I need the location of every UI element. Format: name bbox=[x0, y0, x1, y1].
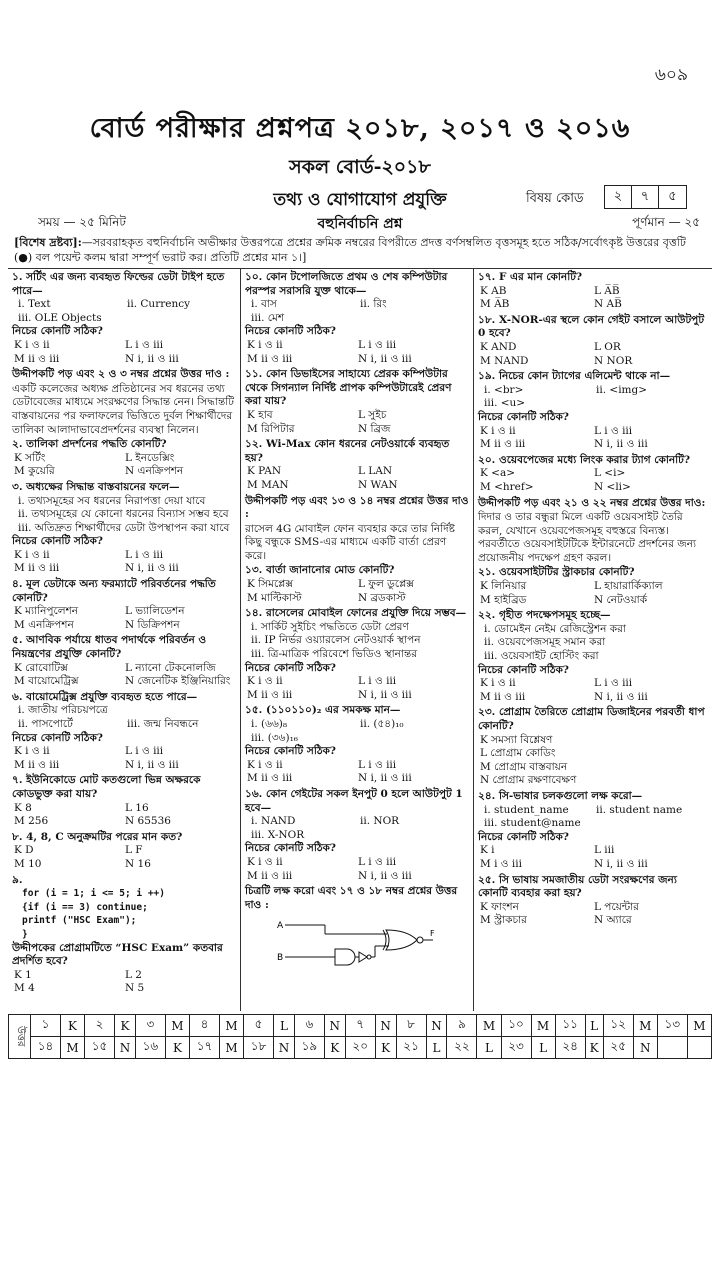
question-text: ৬. বায়োমেট্রিক্স প্রযুক্তি ব্যবহৃত হতে পারে— bbox=[12, 690, 198, 703]
stem-text: একটি কলেজের অধ্যক্ষ প্রতিষ্ঠানের সব ধরনের তথ্য ডেটাবেজের মাধ্যমে সংরক্ষণের সিদ্ধান্ত নেন। সিদ্ধান্তটি বাস্তবায়নের পর ফলাফলের ভিত্তিতে দুর্বল শিক্ষার্থীদের তালিকা আলাদাভাবেপ্রদর্শনের ব্যবস্থা নিলেন। bbox=[12, 382, 234, 436]
answer-number: ১৪ bbox=[31, 1037, 61, 1059]
answer-option: L ভ্যালিডেশন bbox=[125, 605, 185, 618]
answer-letter: N bbox=[375, 1015, 396, 1037]
answer-option: L LAN bbox=[358, 465, 393, 478]
option: i. Text bbox=[18, 298, 51, 311]
question-text: ২১. ওয়েবসাইটটির স্ট্রাকচার কোনটি? bbox=[478, 566, 635, 579]
answer-option: M NAND bbox=[480, 354, 529, 367]
answer-option: N অ্যারে bbox=[594, 914, 632, 927]
answer-option: M ii ও iii bbox=[480, 438, 526, 451]
answer-letter: N bbox=[633, 1037, 657, 1059]
option: iii. <u> bbox=[484, 397, 526, 410]
answer-number: ৮ bbox=[396, 1015, 426, 1037]
answer-number: ২৪ bbox=[555, 1037, 585, 1059]
answer-option: K লিনিয়ার bbox=[480, 580, 527, 593]
option: iii. student@name bbox=[484, 817, 581, 830]
question-14 bbox=[245, 607, 469, 702]
answer-option: N <li> bbox=[594, 480, 631, 493]
logic-circuit-diagram bbox=[275, 914, 445, 970]
question-text: ১৪. রাসেলের মোবাইল ফোনের প্রযুক্তি দিয়ে সম্ভব— bbox=[245, 607, 467, 620]
question-11 bbox=[245, 368, 469, 436]
question-17 bbox=[478, 271, 708, 312]
question-text: ১১. কোন ডিভাইসের সাহায্যে প্রেরক কম্পিউটার থেকে সিগন্যাল নির্দিষ্ট প্রাপক কম্পিউটারেই প্রেরণ করা যায়? bbox=[245, 368, 452, 408]
code-digit: ২ bbox=[605, 186, 632, 208]
answer-option: K i ও ii bbox=[247, 675, 283, 688]
question-4 bbox=[12, 578, 236, 632]
answer-number: ১৭ bbox=[189, 1037, 219, 1059]
question-text: ২৫. সি ভাষায় সমজাতীয় ডেটা সংরক্ষণের জন্য কোনটি ব্যবহার করা হয়? bbox=[478, 873, 677, 900]
answer-option: M কুয়েরি bbox=[14, 465, 55, 478]
answer-number: ৭ bbox=[345, 1015, 375, 1037]
subject-row bbox=[0, 183, 720, 213]
column-3 bbox=[474, 269, 712, 1011]
answer-option: L হায়ারার্কিক্যাল bbox=[594, 580, 663, 593]
answer-letter bbox=[687, 1037, 711, 1059]
question-8 bbox=[12, 831, 236, 872]
answer-number: ২০ bbox=[345, 1037, 375, 1059]
answer-number: ২২ bbox=[447, 1037, 477, 1059]
answer-option: M ii ও iii bbox=[14, 352, 60, 365]
answer-key-table bbox=[8, 1014, 712, 1059]
answer-option: N প্রোগ্রাম রক্ষণাবেক্ষণ bbox=[480, 774, 577, 787]
stem-heading: উদ্দীপকটি পড় এবং ২১ ও ২২ নম্বর প্রশ্নের উত্তর দাও: bbox=[478, 496, 706, 509]
answer-option: M প্রোগ্রাম বাস্তবায়ন bbox=[480, 760, 568, 773]
answer-option: N i, ii ও iii bbox=[358, 352, 412, 365]
answer-number: ৪ bbox=[189, 1015, 219, 1037]
answer-option: L i ও iii bbox=[125, 338, 164, 351]
xnor-gate bbox=[386, 930, 417, 950]
option: iii. X-NOR bbox=[251, 828, 305, 841]
question-text: ১৯. নিচের কোন ট্যাগের এলিমেন্ট থাকে না— bbox=[478, 370, 671, 383]
answer-letter: L bbox=[477, 1037, 501, 1059]
answer-option: L A̅B̅ bbox=[594, 284, 620, 297]
option: i. জাতীয় পরিচয়পত্রে bbox=[18, 704, 108, 717]
option: ii. NOR bbox=[360, 815, 400, 828]
circuit-label-f: F bbox=[430, 929, 435, 939]
answer-option: N এনক্রিপশন bbox=[125, 465, 184, 478]
answer-option: L i ও iii bbox=[594, 424, 633, 437]
question-10 bbox=[245, 271, 469, 366]
answer-letter: K bbox=[115, 1015, 136, 1037]
question-text: ১২. Wi-Max কোন ধরনের নেটওয়ার্কে ব্যবহৃত হয়? bbox=[245, 438, 450, 464]
xnor-bubble bbox=[417, 937, 423, 943]
page-number: ৬০৯ bbox=[654, 65, 688, 85]
answer-option: M A̅B bbox=[480, 298, 510, 311]
option: i. ডোমেইন নেইম রেজিস্ট্রেশন করা bbox=[484, 622, 626, 635]
answer-letter: N bbox=[324, 1015, 345, 1037]
question-text: ২৪. সি-ভাষার চলকগুলো লক্ষ করো— bbox=[478, 789, 643, 802]
option: ii. Currency bbox=[127, 298, 191, 311]
answer-option: L 2 bbox=[125, 968, 142, 981]
xnor-back-arc bbox=[383, 930, 386, 950]
answer-number: ১১ bbox=[555, 1015, 585, 1037]
answer-option: M রিপিটার bbox=[247, 422, 295, 435]
option: iii. OLE Objects bbox=[18, 311, 102, 324]
answer-option: L i ও iii bbox=[358, 675, 397, 688]
instruction bbox=[14, 235, 706, 265]
answer-letter: L bbox=[531, 1037, 555, 1059]
answer-option: N নেটওয়ার্ক bbox=[594, 593, 648, 606]
answer-number: ২৩ bbox=[501, 1037, 531, 1059]
answer-option: M হাইব্রিড bbox=[480, 593, 527, 606]
answer-option: K i ও ii bbox=[247, 855, 283, 868]
answer-option: K AND bbox=[480, 340, 517, 353]
answer-letter: N bbox=[426, 1015, 447, 1037]
answer-number: ৬ bbox=[294, 1015, 324, 1037]
option: ii. <img> bbox=[596, 383, 648, 396]
answer-option: M স্ট্রাকচার bbox=[480, 914, 527, 927]
answer-option: N NOR bbox=[594, 354, 633, 367]
page-title: বোর্ড পরীক্ষার প্রশ্নপত্র ২০১৮, ২০১৭ ও ২০১৬ bbox=[89, 113, 631, 144]
lead-question: উদ্দীপকের প্রোগ্রামটিতে “HSC Exam” কতবার প্রদর্শিত হবে? bbox=[12, 941, 223, 968]
lead-question: নিচের কোনটি সঠিক? bbox=[245, 842, 336, 855]
question-text: ১৫. (১১০১১০)₂ এর সমকক্ষ মান— bbox=[245, 704, 401, 717]
answer-letter: K bbox=[61, 1015, 85, 1037]
option: i. (৬৬)₈ bbox=[251, 718, 288, 730]
question-21 bbox=[478, 566, 708, 607]
question-20 bbox=[478, 454, 708, 495]
answer-letter: L bbox=[274, 1015, 295, 1037]
answer-option: M মাল্টিকাস্ট bbox=[247, 591, 302, 604]
option: ii. তথ্যসমূহের যে কোনো ধরনের বিন্যাস সম্ভব হবে bbox=[18, 508, 229, 521]
question-text: ১৭. F এর মান কোনটি? bbox=[478, 271, 583, 283]
answer-option: L সুইচ bbox=[358, 408, 387, 421]
lead-question: নিচের কোনটি সঠিক? bbox=[245, 325, 336, 338]
answer-option: N i, ii ও iii bbox=[594, 857, 648, 870]
answer-number: ২৫ bbox=[603, 1037, 633, 1059]
instruction-text: —সরবরাহকৃত বহুনির্বাচনি অভীক্ষার উত্তরপত্রে প্রশ্নের ক্রমিক নম্বরের বিপরীতে প্রদত্ত বর্ণসম্বলিত বৃত্তসমূহ হতে সঠিক/সর্বোৎকৃষ্ট উত্তরের বৃত্তটি (●) বল পয়েন্ট কলম দ্বারা সম্পূর্ণ ভরাট কর। প্রতিটি প্রশ্নের মান ১।] bbox=[14, 236, 686, 264]
option: iii. ওয়েবসাইট হোস্টিং করা bbox=[484, 650, 599, 663]
question-7 bbox=[12, 774, 236, 828]
question-2 bbox=[12, 438, 236, 479]
lead-question: নিচের কোনটি সঠিক? bbox=[12, 731, 103, 744]
option: iii. (৩৬)₁₆ bbox=[251, 731, 299, 744]
question-text: ৪. মূল ডেটাকে অন্য ফরম্যাটে পরিবর্তনের পদ্ধতি কোনটি? bbox=[12, 578, 216, 604]
lead-question: নিচের কোনটি সঠিক? bbox=[478, 830, 569, 843]
answer-letter: L bbox=[585, 1015, 603, 1037]
question-text: ১৩. বার্তা জানানোর মোড কোনটি? bbox=[245, 564, 395, 577]
answer-option: K i bbox=[480, 844, 495, 857]
answer-option: L <i> bbox=[594, 467, 626, 480]
answer-option: L F bbox=[125, 844, 143, 857]
answer-option: N 65536 bbox=[125, 815, 171, 828]
option: ii. রিং bbox=[360, 298, 387, 311]
answer-option: K সিমপ্লেক্স bbox=[247, 578, 294, 591]
answer-option: K 8 bbox=[14, 801, 32, 814]
answer-letter: M bbox=[687, 1015, 711, 1037]
question-text: ২২. গৃহীত পদক্ষেপসমূহ হচ্ছে— bbox=[478, 609, 611, 622]
answer-option: N 5 bbox=[125, 982, 145, 995]
option: iii. জন্ম নিবন্ধনে bbox=[127, 718, 199, 730]
answer-letter: M bbox=[531, 1015, 555, 1037]
question-3 bbox=[12, 481, 236, 576]
answer-option: M ii ও iii bbox=[14, 562, 60, 575]
answer-option: K ম্যানিপুলেশন bbox=[14, 605, 79, 618]
answer-option: M ii ও iii bbox=[247, 869, 293, 882]
answer-option: N ব্রডকাস্ট bbox=[358, 591, 406, 604]
question-text: ১৬. কোন গেইটের সকল ইনপুট 0 হলে আউটপুট 1 হবে— bbox=[245, 787, 463, 814]
subject-code-box bbox=[604, 185, 687, 209]
answer-number: ১৬ bbox=[135, 1037, 165, 1059]
answer-option: N i, ii ও iii bbox=[125, 562, 179, 575]
answer-letter: M bbox=[61, 1037, 85, 1059]
answer-option: K PAN bbox=[247, 465, 282, 478]
question-text: ২. তালিকা প্রদর্শনের পদ্ধতি কোনটি? bbox=[12, 438, 167, 451]
question-text: ৩. অধ্যক্ষের সিদ্ধান্ত বাস্তবায়নের ফলে— bbox=[12, 480, 180, 493]
answer-option: K i ও ii bbox=[480, 424, 516, 437]
code-line: {if (i == 3) continue; bbox=[22, 901, 148, 913]
question-text: ২০. ওয়েবপেজের মধ্যে লিংক করার ট্যাগ কোনটি? bbox=[478, 453, 691, 466]
answer-option: K <a> bbox=[480, 467, 516, 480]
answer-number: ৩ bbox=[135, 1015, 165, 1037]
lead-question: নিচের কোনটি সঠিক? bbox=[12, 535, 103, 548]
answer-option: M বায়োমেট্রিক্স bbox=[14, 675, 79, 688]
answer-option: K i ও ii bbox=[14, 548, 50, 561]
question-text: ৮. 4, 8, C অনুক্রমটির পরের মান কত? bbox=[12, 830, 183, 843]
answer-option: L i ও iii bbox=[594, 677, 633, 690]
answer-option: K i ও ii bbox=[14, 745, 50, 758]
option: ii. পাসপোর্টে bbox=[18, 718, 73, 730]
question-18 bbox=[478, 314, 708, 368]
answer-option: L ইনডেক্সিং bbox=[125, 451, 175, 464]
stem-text: দিদার ও তার বন্ধুরা মিলে একটি ওয়েবসাইট তৈরি করল, যেখানে ওয়েবপেজসমূহ বহুস্তরে বিন্যস্ত। পরবর্তীতে ওয়েবসাইটটিকে ইন্টারনেটে প্রদর্শনের জন্য প্রয়োজনীয় পদক্ষেপ গ্রহণ করল। bbox=[478, 511, 697, 564]
answer-option: N i, ii ও iii bbox=[125, 758, 179, 771]
option: i. সার্কিট সুইচিং পদ্ধতিতে ডেটা প্রেরণ bbox=[251, 620, 409, 633]
answer-number bbox=[657, 1037, 687, 1059]
question-19 bbox=[478, 370, 708, 452]
answer-option: L i ও iii bbox=[358, 338, 397, 351]
answer-letter: N bbox=[115, 1037, 136, 1059]
answer-letter: L bbox=[426, 1037, 447, 1059]
answer-option: N WAN bbox=[358, 478, 398, 491]
section-title: বহুনির্বাচনি প্রশ্ন bbox=[317, 216, 403, 232]
answer-option: K সর্টিং bbox=[14, 451, 46, 464]
question-22 bbox=[478, 609, 708, 704]
answer-number: ২ bbox=[85, 1015, 115, 1037]
answer-letter: N bbox=[274, 1037, 295, 1059]
and-gate bbox=[335, 949, 355, 965]
question-23 bbox=[478, 706, 708, 788]
question-text: ১৮. X-NOR-এর স্থলে কোন গেইট বসালে আউটপুট 0 হবে? bbox=[478, 313, 705, 340]
answer-option: N ব্রিজ bbox=[358, 422, 391, 435]
question-text: ৫. আণবিক পর্যায়ে ধাতব পদার্থকে পরিবর্তন ও নিয়ন্ত্রণের প্রযুক্তি কোনটি? bbox=[12, 634, 207, 661]
question-columns bbox=[8, 268, 712, 1010]
option: iii. মেশ bbox=[251, 311, 285, 324]
answer-option: L ন্যানো টেকনোলজি bbox=[125, 661, 216, 674]
info-row bbox=[20, 212, 700, 232]
lead-question: নিচের কোনটি সঠিক? bbox=[12, 325, 103, 338]
answer-option: K i ও ii bbox=[247, 338, 283, 351]
answer-option: K ফাংশন bbox=[480, 900, 519, 913]
answer-option: K i ও ii bbox=[480, 677, 516, 690]
code-block bbox=[12, 887, 236, 941]
answer-option: M <href> bbox=[480, 480, 534, 493]
answer-number: ১৯ bbox=[294, 1037, 324, 1059]
answer-number: ১৫ bbox=[85, 1037, 115, 1059]
circuit-label-a: A bbox=[277, 921, 284, 932]
answer-letter: M bbox=[220, 1037, 244, 1059]
time-text: সময় — ২৫ মিনিট bbox=[38, 215, 126, 229]
subject-code-label: বিষয় কোড bbox=[526, 191, 584, 206]
option: i. student_name bbox=[484, 803, 569, 816]
answer-row bbox=[9, 1015, 712, 1037]
full-marks: পূর্ণমান — ২৫ bbox=[632, 215, 700, 229]
code-line: for (i = 1; i <= 5; i ++) bbox=[22, 888, 165, 900]
answer-option: K AB bbox=[480, 284, 507, 297]
question-24 bbox=[478, 790, 708, 872]
answer-option: L পয়েন্টার bbox=[594, 900, 639, 913]
answer-side-label: উত্তর bbox=[9, 1015, 31, 1059]
question-13 bbox=[245, 564, 469, 605]
question-text: ১০. কোন টপোলজিতে প্রথম ও শেষ কম্পিউটার পরস্পর সরাসরি যুক্ত থাকে— bbox=[245, 271, 448, 297]
answer-number: ১ bbox=[31, 1015, 61, 1037]
answer-letter: K bbox=[375, 1037, 396, 1059]
answer-number: ১৩ bbox=[657, 1015, 687, 1037]
subject-title: তথ্য ও যোগাযোগ প্রযুক্তি bbox=[273, 190, 447, 210]
answer-option: N ডিক্রিপশন bbox=[125, 618, 180, 631]
option: ii. ওয়েবপেজসমূহ সমান করা bbox=[484, 636, 606, 649]
board-line: সকল বোর্ড-২০১৮ bbox=[289, 156, 431, 178]
answer-option: M এনক্রিপশন bbox=[14, 618, 74, 631]
answer-letter: K bbox=[165, 1037, 189, 1059]
answer-option: N i, ii ও iii bbox=[594, 690, 648, 703]
answer-row bbox=[9, 1037, 712, 1059]
answer-letter: K bbox=[324, 1037, 345, 1059]
code-line: printf ("HSC Exam"); bbox=[22, 915, 137, 927]
lead-question: নিচের কোনটি সঠিক? bbox=[478, 410, 569, 423]
stem-text: রাসেল 4G মোবাইল ফোন ব্যবহার করে তার নির্দিষ্ট কিছু বন্ধুকে SMS-এর মাধ্যমে একটি বার্তা প্রেরণ করে। bbox=[245, 522, 455, 562]
answer-option: L i ও iii bbox=[125, 745, 164, 758]
answer-option: N i, ii ও iii bbox=[358, 772, 412, 785]
instruction-label: [বিশেষ দ্রষ্টব্য]: bbox=[14, 236, 82, 249]
circuit-label-b: B bbox=[277, 953, 284, 964]
answer-option: M 256 bbox=[14, 815, 49, 828]
answer-option: L 16 bbox=[125, 801, 149, 814]
question-9 bbox=[12, 874, 236, 996]
answer-letter: M bbox=[477, 1015, 501, 1037]
option: i. তথ্যসমূহের সব ধরনের নিরাপত্তা দেয়া যাবে bbox=[18, 494, 206, 507]
option: i. বাস bbox=[251, 298, 277, 311]
answer-option: N AB̅ bbox=[594, 298, 622, 311]
stem-heading: উদ্দীপকটি পড় এবং ১৩ ও ১৪ নম্বর প্রশ্নের উত্তর দাও : bbox=[245, 494, 469, 521]
answer-option: N i, ii ও iii bbox=[125, 352, 179, 365]
question-12 bbox=[245, 438, 469, 492]
option: ii. IP নির্ভর ওয়্যারলেস নেটওয়ার্ক স্থাপন bbox=[251, 634, 421, 647]
column-2 bbox=[241, 269, 474, 1011]
answer-option: N i, ii ও iii bbox=[358, 869, 412, 882]
answer-letter: M bbox=[165, 1015, 189, 1037]
answer-option: M i ও iii bbox=[480, 857, 522, 870]
answer-number: ১০ bbox=[501, 1015, 531, 1037]
answer-option: N i, ii ও iii bbox=[358, 688, 412, 701]
answer-option: N 16 bbox=[125, 857, 151, 870]
question-5 bbox=[12, 634, 236, 688]
option: iii. অতিদ্রুত শিক্ষার্থীদের ডেটা উপস্থাপন করা যাবে bbox=[18, 521, 230, 534]
question-text: ২৩. প্রোগ্রাম তৈরিতে প্রোগ্রাম ডিজাইনের পরবর্তী ধাপ কোনটি? bbox=[478, 706, 705, 732]
answer-number: ৫ bbox=[244, 1015, 274, 1037]
question-15 bbox=[245, 704, 469, 786]
stem-heading: উদ্দীপকটি পড় এবং ২ ও ৩ নম্বর প্রশ্নের উত্তর দাও : bbox=[12, 368, 230, 381]
code-line: } bbox=[22, 928, 28, 940]
question-25 bbox=[478, 874, 708, 928]
answer-letter: M bbox=[220, 1015, 244, 1037]
answer-option: K i ও ii bbox=[247, 758, 283, 771]
answer-option: L প্রোগ্রাম কোডিং bbox=[480, 747, 556, 760]
code-digit: ৭ bbox=[632, 186, 659, 208]
answer-option: M ii ও iii bbox=[247, 688, 293, 701]
answer-option: L iii bbox=[594, 844, 615, 857]
lead-question: নিচের কোনটি সঠিক? bbox=[245, 661, 336, 674]
lead-question: নিচের কোনটি সঠিক? bbox=[478, 663, 569, 676]
option: i. NAND bbox=[251, 815, 296, 828]
question-text: ৭. ইউনিকোডে মোট কতগুলো ভিন্ন অক্ষরকে কোডভুক্ত করা যায়? bbox=[12, 774, 201, 800]
answer-option: K D bbox=[14, 844, 34, 857]
answer-option: K হাব bbox=[247, 408, 273, 421]
answer-option: L ফুল ডুপ্লেক্স bbox=[358, 578, 414, 591]
code-digit: ৫ bbox=[668, 189, 677, 204]
answer-letter: K bbox=[585, 1037, 603, 1059]
answer-option: L i ও iii bbox=[358, 758, 397, 771]
question-6 bbox=[12, 691, 236, 773]
not-gate bbox=[359, 952, 367, 962]
option: ii. (৫৪)₁₀ bbox=[360, 718, 404, 730]
answer-option: M ii ও iii bbox=[247, 772, 293, 785]
column-1 bbox=[8, 269, 241, 1011]
question-text: ৯. bbox=[12, 873, 23, 886]
answer-option: K সমস্যা বিশ্লেষণ bbox=[480, 733, 553, 746]
answer-option: N জেনেটিক ইঞ্জিনিয়ারিং bbox=[125, 675, 231, 688]
answer-number: ১২ bbox=[603, 1015, 633, 1037]
answer-option: K 1 bbox=[14, 968, 32, 981]
answer-option: M ii ও iii bbox=[247, 352, 293, 365]
option: iii. ত্রি-মাত্রিক পরিবেশে ভিডিও স্থানান্তর bbox=[251, 648, 417, 661]
question-1 bbox=[12, 271, 236, 366]
answer-option: M 10 bbox=[14, 857, 42, 870]
stem-heading: চিত্রটি লক্ষ করো এবং ১৭ ও ১৮ নম্বর প্রশ্নের উত্তর দাও : bbox=[245, 885, 458, 911]
answer-option: L OR bbox=[594, 340, 621, 353]
option: i. <br> bbox=[484, 383, 524, 396]
lead-question: নিচের কোনটি সঠিক? bbox=[245, 745, 336, 758]
question-text: ১. সর্টিং এর জন্য ব্যবহৃত ফিল্ডের ডেটা টাইপ হতে পারে— bbox=[12, 271, 225, 297]
answer-option: L i ও iii bbox=[125, 548, 164, 561]
answer-number: ১৮ bbox=[244, 1037, 274, 1059]
answer-option: K রোবোটিক্স bbox=[14, 661, 68, 674]
answer-option: M MAN bbox=[247, 478, 289, 491]
answer-letter: M bbox=[633, 1015, 657, 1037]
option: ii. student name bbox=[596, 803, 683, 816]
answer-option: M 4 bbox=[14, 982, 35, 995]
answer-number: ৯ bbox=[447, 1015, 477, 1037]
answer-option: M ii ও iii bbox=[14, 758, 60, 771]
answer-number: ২১ bbox=[396, 1037, 426, 1059]
answer-option: L i ও iii bbox=[358, 855, 397, 868]
answer-option: N i, ii ও iii bbox=[594, 438, 648, 451]
answer-option: M ii ও iii bbox=[480, 690, 526, 703]
answer-option: K i ও ii bbox=[14, 338, 50, 351]
question-16 bbox=[245, 788, 469, 883]
